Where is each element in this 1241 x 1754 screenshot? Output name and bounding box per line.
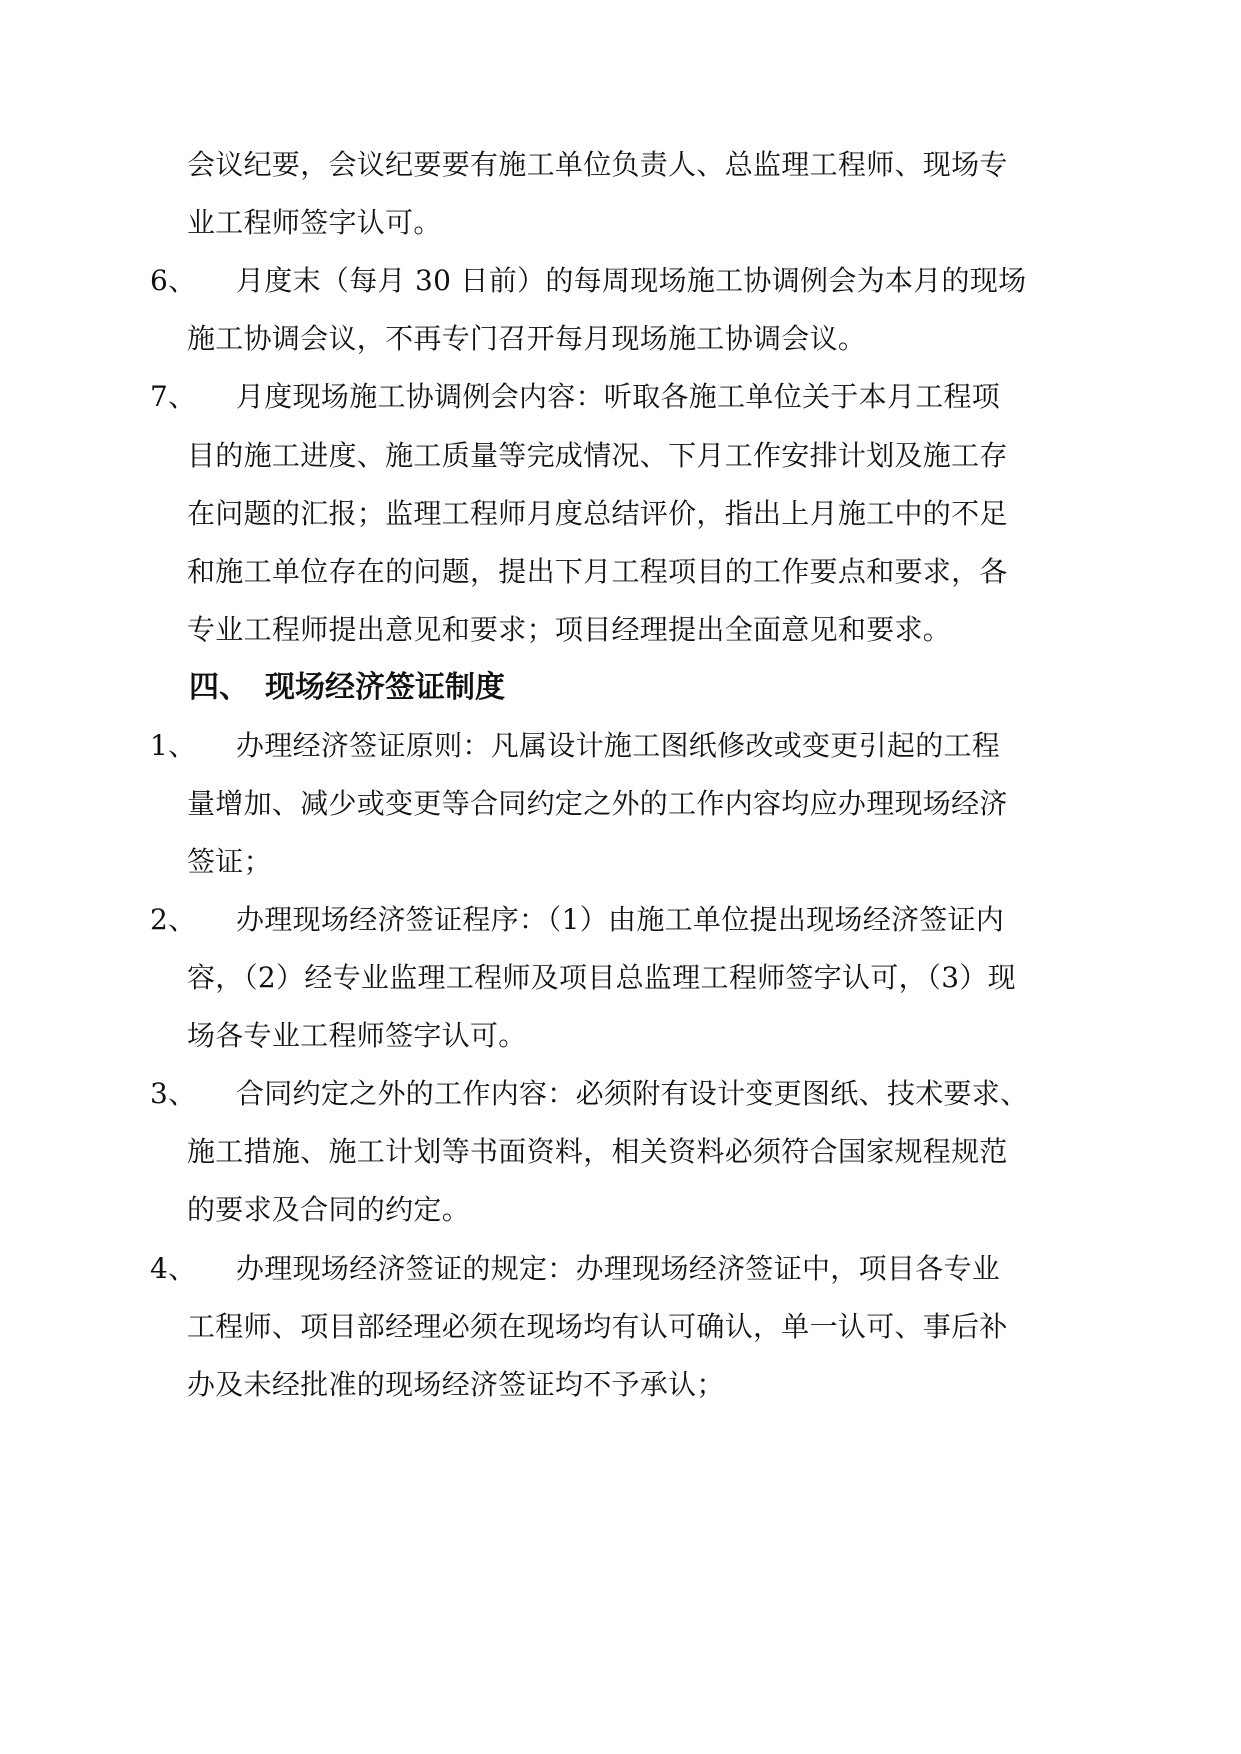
list-item-line: 目的施工进度、施工质量等完成情况、下月工作安排计划及施工存: [187, 439, 1008, 472]
list-item-line: 月度末（每月 30 日前）的每周现场施工协调例会为本月的现场: [236, 264, 1027, 297]
list-item-line: 办理经济签证原则：凡属设计施工图纸修改或变更引起的工程: [236, 729, 1001, 762]
list-item-line: 在问题的汇报；监理工程师月度总结评价，指出上月施工中的不足: [187, 497, 1008, 530]
paragraph-line: 业工程师签字认可。: [187, 206, 442, 239]
list-item-line: 容，（2）经专业监理工程师及项目总监理工程师签字认可，（3）现: [187, 961, 1016, 994]
list-item-number: 2、: [150, 903, 197, 936]
list-item-number: 4、: [150, 1252, 197, 1285]
list-item-line: 专业工程师提出意见和要求；项目经理提出全面意见和要求。: [187, 613, 952, 646]
list-item-line: 办理现场经济签证程序：（1）由施工单位提出现场经济签证内: [236, 903, 1005, 936]
list-item-number: 3、: [150, 1077, 197, 1110]
list-item-line: 月度现场施工协调例会内容：听取各施工单位关于本月工程项: [236, 380, 1001, 413]
list-item-line: 和施工单位存在的问题，提出下月工程项目的工作要点和要求，各: [187, 555, 1008, 588]
section-heading: [189, 668, 505, 708]
list-item-number: 7、: [150, 380, 197, 413]
list-item-number: 1、: [150, 729, 197, 762]
list-item-line: 办及未经批准的现场经济签证均不予承认；: [187, 1368, 725, 1401]
list-item-line: 场各专业工程师签字认可。: [187, 1019, 527, 1052]
list-item-line: 量增加、减少或变更等合同约定之外的工作内容均应办理现场经济: [187, 787, 1008, 820]
section-title: 现场经济签证制度: [265, 670, 505, 705]
list-item-number: 6、: [150, 264, 197, 297]
list-item-line: 施工措施、施工计划等书面资料，相关资料必须符合国家规程规范: [187, 1135, 1008, 1168]
list-item-line: 工程师、项目部经理必须在现场均有认可确认，单一认可、事后补: [187, 1310, 1008, 1343]
list-item-line: 施工协调会议，不再专门召开每月现场施工协调会议。: [187, 322, 867, 355]
list-item-line: 的要求及合同的约定。: [187, 1193, 471, 1226]
list-item-line: 合同约定之外的工作内容：必须附有设计变更图纸、技术要求、: [236, 1077, 1029, 1110]
list-item-line: 签证；: [187, 845, 272, 878]
section-number: 四、: [189, 670, 249, 705]
paragraph-line: 会议纪要，会议纪要要有施工单位负责人、总监理工程师、现场专: [187, 148, 1008, 181]
list-item-line: 办理现场经济签证的规定：办理现场经济签证中，项目各专业: [236, 1252, 1001, 1285]
